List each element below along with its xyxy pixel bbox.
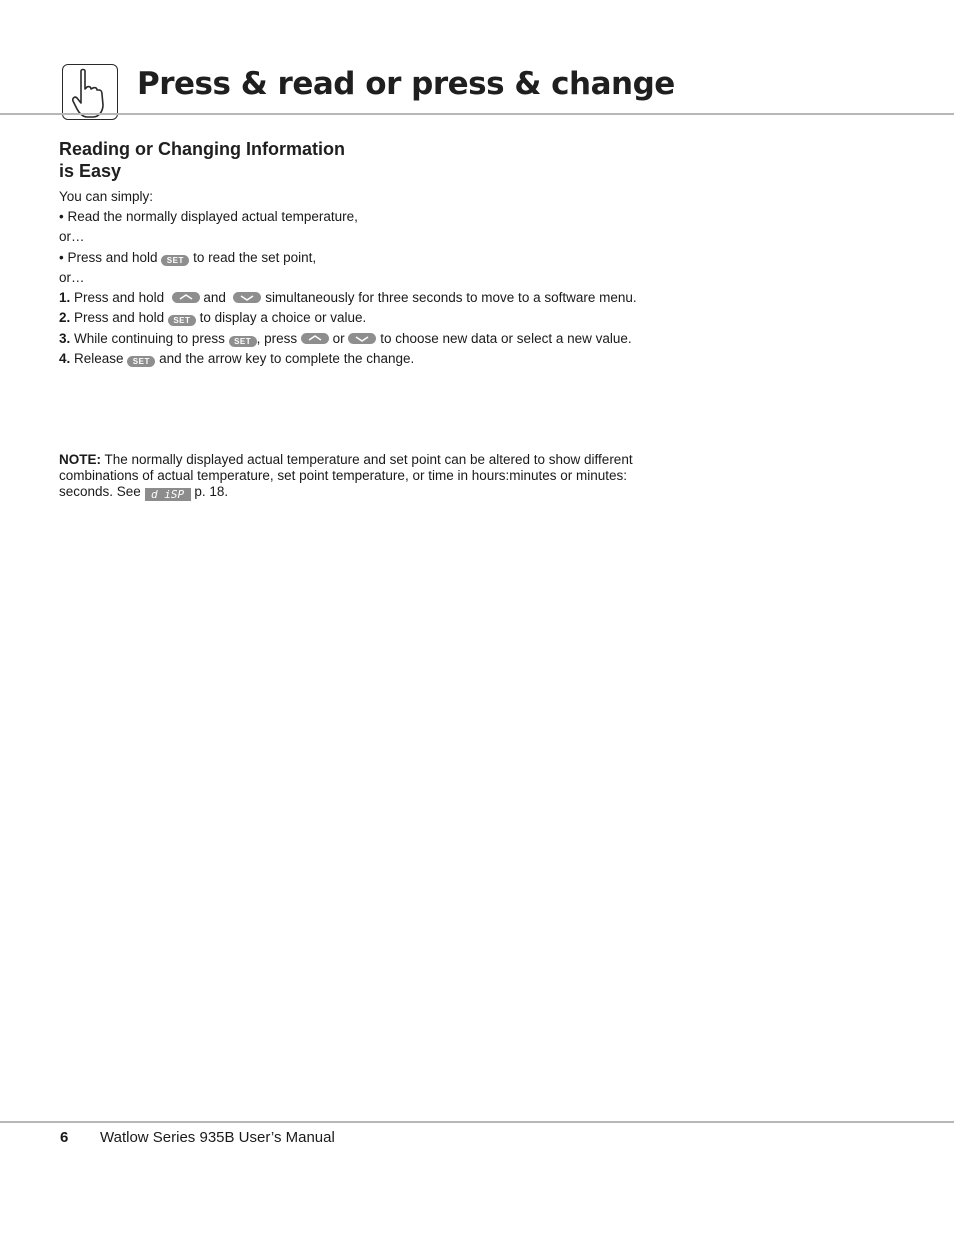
step-text: and: [203, 290, 226, 305]
manual-title: Watlow Series 935B User’s Manual: [100, 1129, 335, 1146]
step-number: 2.: [59, 310, 71, 325]
step-text: simultaneously for three seconds to move to a software menu.: [265, 290, 637, 305]
bullet-text-before: • Press and hold: [59, 250, 158, 265]
down-arrow-key-icon: [233, 292, 261, 303]
step-number: 4.: [59, 351, 71, 366]
step-4: [59, 350, 414, 368]
step-text: While continuing to press: [74, 331, 225, 346]
section-heading: Reading or Changing Information is Easy: [59, 139, 345, 181]
down-arrow-key-icon: [348, 333, 376, 344]
note-label: NOTE:: [59, 452, 101, 467]
set-key-icon: SET: [127, 356, 155, 367]
step-1: [59, 289, 637, 307]
header-divider: [0, 113, 954, 115]
set-key-icon: SET: [161, 255, 189, 266]
step-text: , press: [256, 331, 298, 346]
or-separator: or…: [59, 270, 85, 285]
page-title: Press & read or press & change: [137, 66, 675, 102]
step-text: Release: [74, 351, 124, 366]
bullet-read-temperature: • Read the normally displayed actual temperature,: [59, 209, 358, 224]
set-key-icon: SET: [229, 336, 257, 347]
step-text: Press and hold: [74, 310, 165, 325]
display-code-icon: d iSP: [145, 488, 191, 501]
step-3: [59, 330, 632, 348]
step-text: Press and hold: [74, 290, 165, 305]
intro-text: You can simply:: [59, 189, 154, 204]
step-2: [59, 309, 366, 327]
or-separator: or…: [59, 229, 85, 244]
up-arrow-key-icon: [301, 333, 329, 344]
bullet-text-after: to read the set point,: [193, 250, 317, 265]
up-arrow-key-icon: [172, 292, 200, 303]
step-number: 1.: [59, 290, 71, 305]
bullet-read-set-point: [59, 249, 316, 267]
footer-divider: [0, 1121, 954, 1123]
note-text: The normally displayed actual temperature and set point can be altered to show different combinations of actual temperature, set point temperature, or time in hours:minutes or minutes: seconds. See: [59, 452, 633, 499]
step-text: to display a choice or value.: [199, 310, 367, 325]
pointing-hand-icon: [62, 64, 118, 120]
step-text: to choose new data or select a new value.: [380, 331, 632, 346]
page-number: 6: [60, 1129, 69, 1146]
step-text: or: [332, 331, 345, 346]
note-page-ref: p. 18.: [194, 484, 229, 499]
note-paragraph: [59, 452, 659, 501]
set-key-icon: SET: [168, 315, 196, 326]
step-number: 3.: [59, 331, 71, 346]
step-text: and the arrow key to complete the change.: [159, 351, 415, 366]
